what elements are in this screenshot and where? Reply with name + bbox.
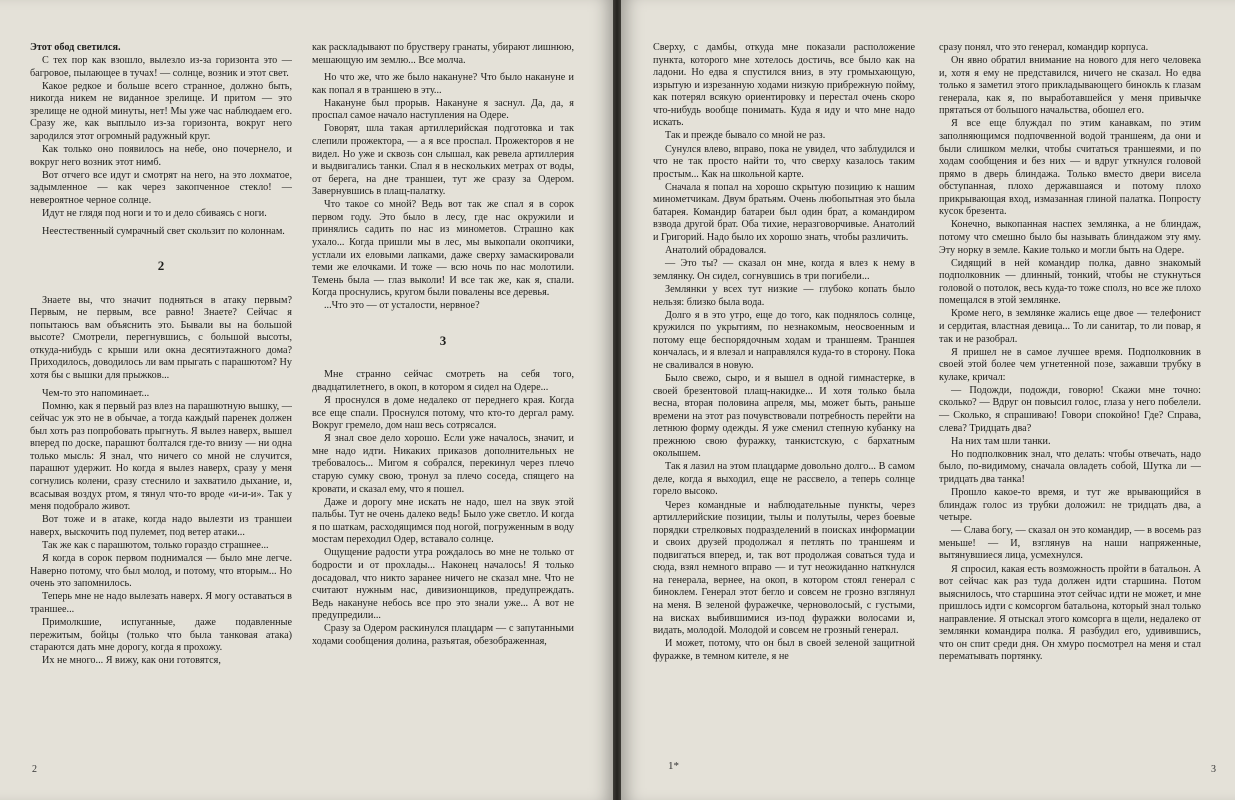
paragraph: Неестественный сумрачный свет скользит по колоннам.: [42, 225, 285, 237]
paragraph: Я проснулся в доме недалеко от переднего края. Когда все еще спали. Проснулся потому, что кто-то дергал раму. Вокруг гремело, дом наш весь сотрясался.: [312, 395, 574, 432]
paragraph: Через командные и наблюдательные пункты, через артиллерийские позиции, тылы и полутылы, через боевые порядки стрелковых подразделений в поисках информации и своих друзей продолжал я петлять по траншеям и подвигаться вперед, и, так вот продолжая соваться туда и сюда, взял немного вправо — и тут неожиданно наткнулся на генерала, вернее, на окоп, в котором стоял генерал с биноклем. Генерал этот бегло и совсем не грозно взглянул на меня. В зеленой фуражечке, черноволосый, с густыми, на висках выбившимися из-под фуражки волосами и, видать, молодой. Молодой и совсем не грозный генерал.: [653, 499, 915, 637]
book-gutter: [613, 0, 621, 800]
paragraph: Как только оно появилось на небе, оно почернело, и вокруг него возник этот нимб.: [30, 144, 292, 168]
paragraph: Чем-то это напоминает...: [42, 387, 150, 399]
paragraph: — Слава богу, — сказал он это командир, — в восемь раз меньше! — И, взглянув на наши напряженные, вытянувшиеся лица, усмехнулся.: [939, 525, 1201, 562]
paragraph: Долго я в это утро, еще до того, как поднялось солнце, кружился по укрытиям, по незнакомым, неосвоенным и потому еще беспорядочным ходам и траншеям. Траншея кончалась, и я влезал и направлялся куда-то в сторону. Пока не сваливался в новую.: [653, 309, 915, 371]
paragraph: На них там шли танки.: [951, 435, 1051, 447]
paragraph: Какое редкое и больше всего странное, должно быть, никогда никем не виданное зрелище. И притом — это зрелище не одной минуты, нет! Мы уже час наблюдаем его. Сразу же, как выплыло из-за горизонта, вокруг него зародился этот огромный радужный круг.: [30, 80, 292, 143]
paragraph: Было свежо, сыро, и я вышел в одной гимнастерке, в своей брезентовой плащ-накидке... И хотя только была весна, вторая половина апреля, мы, может быть, раньше времени на этот раз почувствовали потребность перейти на летнюю форму одежды. Я уже сменил степную кубанку на прежнюю свою фуражку, танкистскую, с бархатным околышем.: [653, 372, 915, 460]
chapter-number: 3: [439, 332, 447, 348]
paragraph: С тех пор как взошло, вылезло из-за горизонта это — багровое, пылающее в тучах! — солнце, возник и этот свет.: [30, 55, 292, 79]
paragraph: Сверху, с дамбы, откуда мне показали расположение пункта, которого мне хотелось достичь, все было как на ладони. Но едва я спустился вниз, в эту громыхающую, изрытую и изрезанную ходами низкую прибрежную пойму, как потерял всякую ориентировку и перестал очень скоро что-нибудь вообще понимать. Куда я иду и что мне надо искать.: [653, 42, 915, 129]
paragraph: Идут не глядя под ноги и то и дело сбиваясь с ноги.: [42, 208, 267, 220]
right-page: [621, 0, 1235, 800]
paragraph: Вот отчего все идут и смотрят на него, на это лохматое, задымленное — как через закопченное стекло! — невероятное черное солнце.: [30, 169, 292, 206]
paragraph: Так и прежде бывало со мной не раз.: [665, 130, 826, 142]
paragraph: Сначала я попал на хорошо скрытую позицию к нашим минометчикам. Двум братьям. Очень любопытная это была батарея. Командир батареи был один брат, а командиром взвода другой брат. Оба тихие, неразговорчивые. Анатолий и Григорий. Надо было их хорошо знать, чтобы различить.: [653, 181, 915, 243]
paragraph: Знаете вы, что значит подняться в атаку первым? Первым, не первым, все равно! Знаете? Сейчас я попытаюсь вам объяснить это. Бывали вы на большой высоте? Смотрели, перегнувшись, с большой высоты, откуда-нибудь с крыши или окна десятиэтажного дома? Приходилось, доводилось ли вам прыгать с парашютом? Ну хотя бы с вышки для прыжков...: [30, 294, 292, 381]
paragraph: Сунулся влево, вправо, пока не увидел, что заблудился и что не так просто найти то, что сверху казалось таким простым... Как на школьной карте.: [653, 143, 915, 180]
paragraph: Я спросил, какая есть возможность пройти в батальон. А вот сейчас как раз туда должен идти старшина. Потом выяснилось, что старшина этот сейчас идти не может, и мне пришлось идти с комсоргом батальона, который знал только направление. Я отыскал этого комсорга в щели, недалеко от землянки командира полка. Я разбудил его, удивившись, что он спит среди дня. Он хмуро посмотрел на меня и стал перематывать портянку.: [939, 563, 1201, 663]
paragraph: Даже и дорогу мне искать не надо, шел на звук этой пальбы. Тут не очень далеко ведь! Было уже светло. И когда я по шаткам, расходящимся под ногой, погруженным в воду мостам переходил Одер, вставало солнце.: [312, 496, 574, 546]
paragraph: как раскладывают по брустверу гранаты, убирают лишнюю, мешающую им землю... Все молча.: [312, 42, 574, 66]
left-page-column-2: [312, 42, 574, 649]
right-page-column-2: [939, 42, 1201, 665]
paragraph: — Подожди, подожди, говорю! Скажи мне точно: сколько? — Вдруг он повысил голос, глаза у него побелели. — Сколько, я спрашиваю! Говори спокойно! Где? Справа, слева? Тридцать два?: [939, 384, 1201, 434]
right-page-column-1: [653, 42, 915, 664]
paragraph: Но подполковник знал, что делать: чтобы отвечать, надо было, по-видимому, сначала овладеть собой, Шутка ли — тридцать два танка!: [939, 448, 1201, 485]
paragraph: ...Что это — от усталости, нервное?: [324, 300, 480, 312]
paragraph: И может, потому, что он был в своей зеленой защитной фуражке, в темном кителе, я не: [653, 638, 915, 662]
paragraph: Но что же, что же было накануне? Что было накануне и как попал я в траншею в эту...: [312, 72, 574, 96]
paragraph: Что такое со мной? Ведь вот так же спал я в сорок первом году. Это было в лесу, где нас окружили и принялись садить по нас из минометов. Страшно как ухало... Когда пришли мы в лес, мы выкопали окопчики, устлали их еловыми лапками, даже сверху замаскировали теми же елочками. И тоже — всю ночь по нас молотили. Темень была — глаз выколи! И все так же, как я, спали. Когда проснулись, кругом были повалены все деревья.: [312, 199, 574, 299]
paragraph: сразу понял, что это генерал, командир корпуса.: [939, 42, 1149, 53]
left-page-number: 2: [32, 764, 37, 775]
chapter-number: 2: [157, 258, 165, 274]
paragraph: Так же как с парашютом, только гораздо страшнее...: [42, 539, 269, 551]
paragraph: Вот тоже и в атаке, когда надо вылезти из траншеи наверх, выскочить под пулемет, под ветер атаки...: [30, 514, 292, 538]
paragraph: Я когда в сорок первом поднимался — было мне легче. Наверно потому, что был молод, и потому, что вторым... Но очень это запомнилось.: [30, 553, 292, 590]
paragraph: Я все еще блуждал по этим канавкам, по этим заполняющимся подпочвенной водой траншеям, да они и были слишком мелки, чтобы считаться траншеями, и по ходам сообщения и без них — и вдруг уткнулся головой прямо в дверь блиндажа. Только вместо двери висела обступанная, плохо державшаяся и потому плохо прикрывающая вход, измазанная глиной палатка. Попросту кусок брезента.: [939, 118, 1201, 218]
left-page: [0, 0, 613, 800]
paragraph: Помню, как я первый раз влез на парашютную вышку, — сейчас уж это не в обычае, а тогда каждый паренек должен был хоть раз попробовать прыгнуть. Я вылез наверх, вышел вперед по доске, парашют болтался где-то внизу — ни одна только мысль: Я знал, что ничего со мной не случится, парашют удержит. Но когда я вылез наверх, сразу у меня согнулись колени, сразу стеснило и захватило дыхание, и, всасывая воздух ртом, я тянул что-то вроде «и-и-и». Так у меня подобрало живот.: [30, 400, 292, 513]
paragraph: — Это ты? — сказал он мне, когда я влез к нему в землянку. Он сидел, согнувшись в три погибели...: [653, 258, 915, 282]
paragraph: Их не много... Я вижу, как они готовятся,: [42, 655, 221, 667]
paragraph: Этот обод светился.: [30, 42, 121, 53]
paragraph: Кроме него, в землянке жались еще двое — телефонист и сердитая, властная девица... То ли санитар, то ли повар, я так и не разобрал.: [939, 308, 1201, 345]
paragraph: Сразу за Одером раскинулся плацдарм — с запутанными ходами сообщения долина, разъятая, обезображенная,: [312, 623, 574, 647]
paragraph: Конечно, выкопанная наспех землянка, а не блиндаж, потому что смешно было бы называть блиндажом эту яму. Эту норку в земле. Какие только и могли быть на Одере.: [939, 219, 1201, 256]
paragraph: Говорят, шла такая артиллерийская подготовка и так слепили прожектора, — а я все проспал. Прожекторов я не видел. Но уже и сквозь сон слышал, как ревела артиллерия и выдвигались танки. Спал я в нескольких метрах от воды, от берега, на дне траншеи, тут же сразу за Одером. Завернувшись в плащ-палатку.: [312, 123, 574, 198]
paragraph: Ощущение радости утра рождалось во мне не только от бодрости и от прохлады... Наконец началось! Я только досадовал, что никто заранее ничего не сказал мне. Что не считают нужным нас, дивизионщиков, предупреждать. Ведь накануне небось все про это знали уже... А вот не предупредили...: [312, 547, 574, 622]
signature-mark: 1*: [668, 760, 679, 772]
paragraph: Так я лазил на этом плацдарме довольно долго... В самом деле, когда я выходил, еще не рассвело, а теперь солнце горело высоко.: [653, 461, 915, 498]
right-page-number: 3: [1211, 764, 1216, 775]
paragraph: Сидящий в ней командир полка, давно знакомый подполковник — длинный, тонкий, чтобы не стукнуться головой о потолок, весь куда-то тоже сполз, но все же плохо помещался в этой землянке.: [939, 257, 1201, 307]
paragraph: Теперь мне не надо вылезать наверх. Я могу оставаться в траншее...: [30, 591, 292, 615]
paragraph: Примолкшие, испуганные, даже подавленные пережитым, бойцы (только что была танковая атака) стараются дать мне дорогу, когда я прохожу.: [30, 616, 292, 654]
paragraph: Я знал свое дело хорошо. Если уже началось, значит, и мне надо идти. Никаких приказов дополнительных не требовалось... Мигом я собрался, перекинул через плечо старую сумку свою, тронул за плечо соседа, спящего на кровати, и сказал ему, что я пошел.: [312, 433, 574, 495]
paragraph: Он явно обратил внимание на нового для него человека и, хотя я ему не представился, ничего не сказал. Но едва только я заметил этого прикладывающего бинокль к глазам генерала, как я, по выработавшейся у меня привычке прятаться от большого начальства, обошел его.: [939, 55, 1201, 117]
paragraph: Анатолий обрадовался.: [665, 245, 767, 257]
paragraph: Я пришел не в самое лучшее время. Подполковник в своей этой более чем угнетенной позе, зажавши трубку в кулаке, кричал:: [939, 346, 1201, 383]
paragraph: Землянки у всех тут низкие — глубоко копать было нельзя: близко была вода.: [653, 283, 915, 308]
paragraph: Накануне был прорыв. Накануне я заснул. Да, да, я проспал самое начало наступления на Одере.: [312, 97, 574, 122]
paragraph: Прошло какое-то время, и тут же врывающийся в блиндаж голос из трубки доложил: не тридцать два, а четыре.: [939, 487, 1201, 524]
paragraph: Мне странно сейчас смотреть на себя того, двадцатилетнего, в окоп, в котором я сидел на Одере...: [312, 369, 574, 393]
left-page-column-1: [30, 42, 292, 668]
